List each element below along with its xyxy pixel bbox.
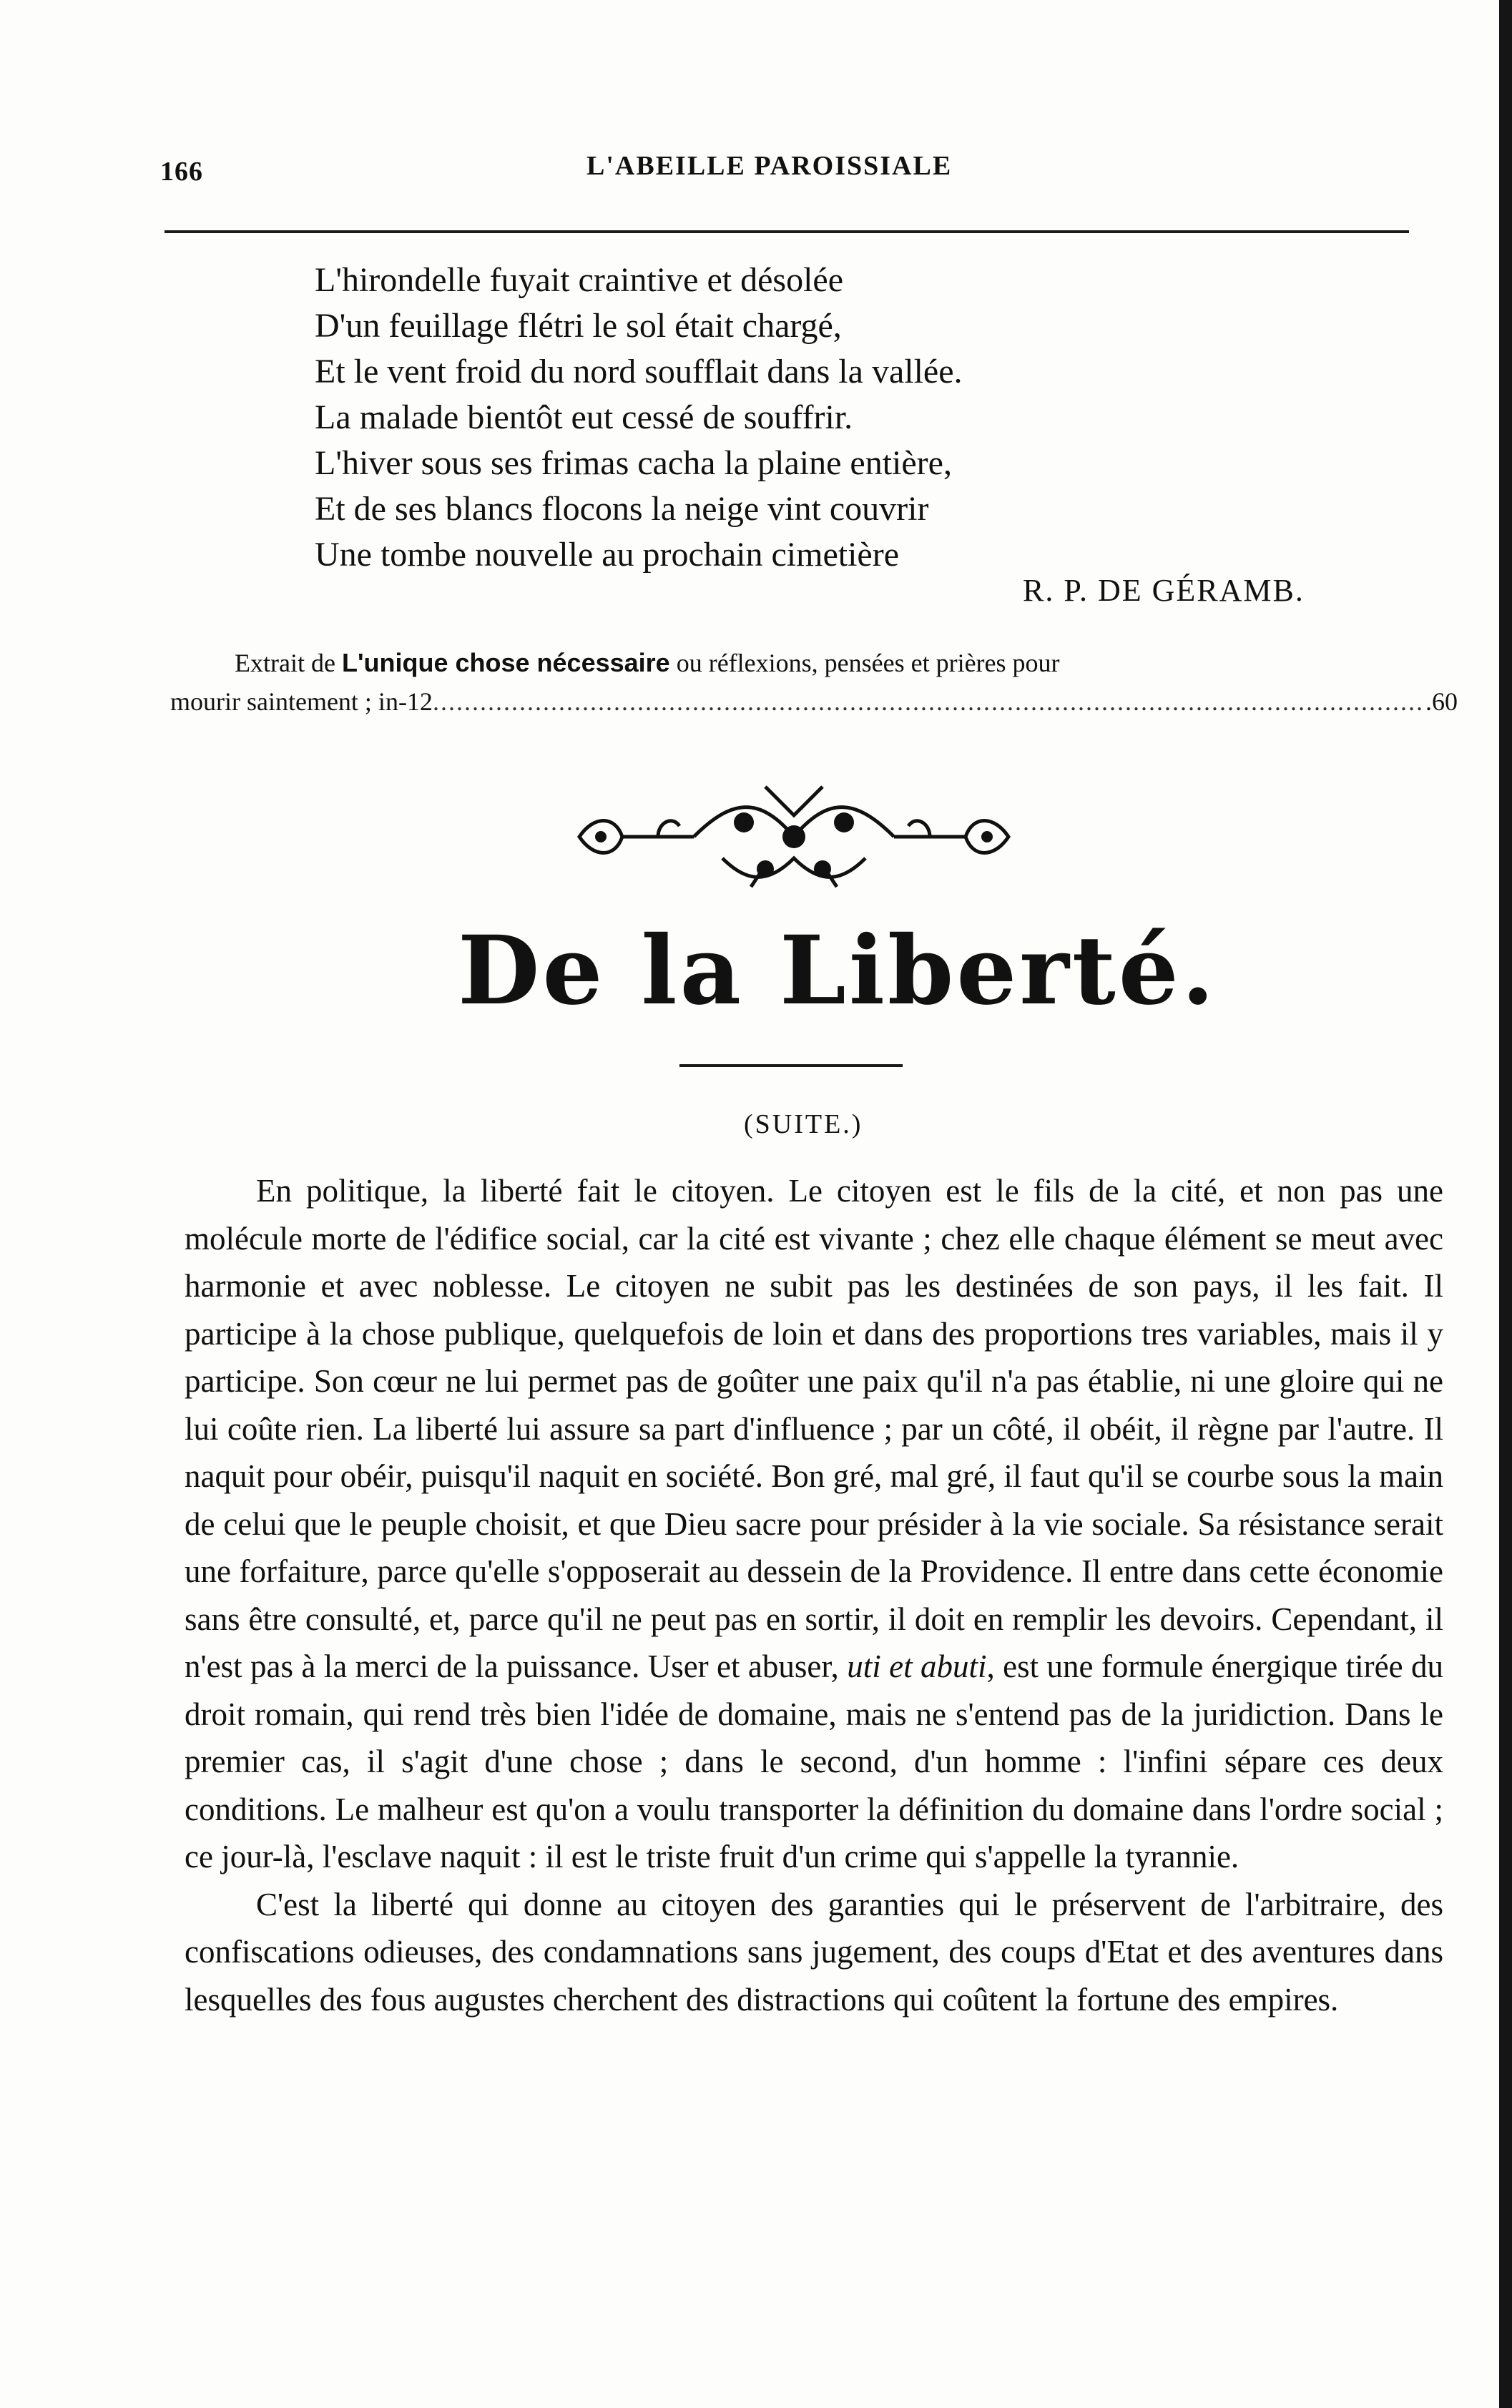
poem-line: L'hirondelle fuyait craintive et désolée [315,261,844,299]
latin-phrase: uti et abuti [847,1648,987,1684]
page-number: 166 [160,157,203,187]
book-advertisement [170,644,1458,721]
poem-line: L'hiver sous ses frimas cacha la plaine entière, [315,444,952,482]
running-title: L'ABEILLE PAROISSIALE [586,151,953,181]
poem-line: D'un feuillage flétri le sol était chargé, [315,307,842,345]
extract-line2: mourir saintement ; in-12 [170,687,433,716]
poem [315,257,1316,578]
extract-price: .60 [1425,687,1458,716]
continued-label: (SUITE.) [744,1109,863,1139]
poem-line: Et le vent froid du nord soufflait dans la vallée. [315,353,963,390]
leader-dots [433,682,1425,721]
poem-attribution: R. P. DE GÉRAMB. [1023,573,1305,608]
paragraph-text: En politique, la liberté fait le citoyen. Le citoyen est le fils de la cité, et non pas une molécule morte de l'édifice social, car la cité est vivante ; chez elle chaque élément se meut avec harmonie et avec noblesse. Le citoyen ne subit pas les destinées de son pays, il les fait. Il participe à la chose publique, quelquefois de loin et dans des proportions tres variables, mais il y participe. Son cœur ne lui permet pas de goûter une paix qu'il n'a pas établie, ni une gloire qui ne lui coûte rien. La liberté lui assure sa part d'influence ; par un côté, il obéit, il règne par l'autre. Il naquit pour obéir, puisqu'il naquit en société. Bon gré, mal gré, il faut qu'il se courbe sous la main de celui que le peuple choisit, et que Dieu sacre pour présider à la vie sociale. Sa résistance serait une forfaiture, parce qu'elle s'opposerait au dessein de la Providence. Il entre dans cette économie sans être consulté, et, parce qu'il ne peut pas en sortir, il doit en remplir les devoirs. Cependant, il n'est pas à la merci de la puissance. User et abuser, [185,1173,1443,1684]
extract-suffix: ou réflexions, pensées et prières pour [676,649,1060,677]
scan-edge [1499,0,1512,2408]
extract-prefix: Extrait de [235,649,335,677]
poem-line: Et de ses blancs flocons la neige vint couvrir [315,490,929,528]
paragraph-text: , est une formule énergique tirée du droit romain, qui rend très bien l'idée de domaine, mais ne s'entend pas de la juridiction. Dans le premier cas, il s'agit d'une chose ; dans le second, d'un homme : l'infini sépare ces deux conditions. Le malheur est qu'on a voulu transporter la définition du domaine dans l'ordre social ; ce jour-là, l'esclave naquit : il est le triste fruit d'un crime qui s'appelle la tyrannie. [185,1648,1443,1874]
floral-ornament [551,772,1037,901]
paragraph [185,1167,1443,1881]
article-body [185,1167,1443,2023]
paragraph: C'est la liberté qui donne au citoyen des garanties qui le préservent de l'arbitraire, des confiscations odieuses, des condamnations sans jugement, des coups d'Etat et des aventures dans lesquelles des fous augustes cherchent des distractions qui coûtent la fortune des empires. [185,1886,1443,2018]
poem-line: La malade bientôt eut cessé de souffrir. [315,398,853,436]
poem-line: Une tombe nouvelle au prochain cimetière [315,536,900,574]
extract-book-title: L'unique chose nécessaire [341,648,670,677]
header-rule [165,230,1409,233]
title-rule [679,1064,903,1067]
article-title: De la Liberté. [458,915,1217,1026]
